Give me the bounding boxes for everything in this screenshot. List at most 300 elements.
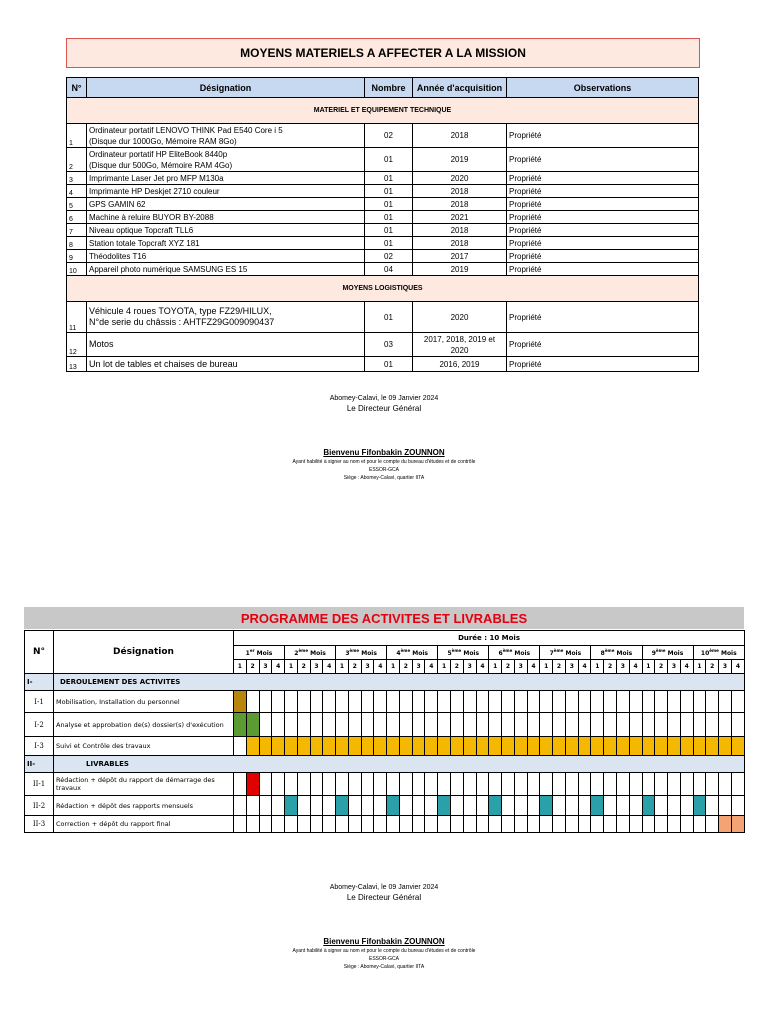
gantt-cell (272, 816, 285, 833)
gantt-cell (565, 773, 578, 796)
week-header: 2 (502, 660, 515, 674)
gantt-cell (272, 773, 285, 796)
gantt-cell (336, 713, 349, 737)
table-row (67, 357, 699, 372)
gantt-cell (285, 816, 298, 833)
gantt-cell (502, 713, 515, 737)
gantt-cell (285, 713, 298, 737)
gantt-cell (259, 737, 272, 756)
gantt-cell (527, 713, 540, 737)
week-header: 3 (616, 660, 629, 674)
gantt-cell (719, 796, 732, 816)
section-row (25, 756, 745, 773)
gantt-cell (706, 713, 719, 737)
week-header: 4 (578, 660, 591, 674)
signature-address: Siège : Abomey-Calavi, quartier IITA (343, 964, 425, 970)
week-header: 3 (361, 660, 374, 674)
activity-code: I-1 (25, 691, 54, 713)
gantt-cell (374, 816, 387, 833)
gantt-cell (719, 816, 732, 833)
gantt-cell (629, 816, 642, 833)
gantt-cell (285, 773, 298, 796)
gantt-cell (642, 796, 655, 816)
gantt-cell (553, 773, 566, 796)
gantt-cell (502, 816, 515, 833)
gantt-cell (412, 796, 425, 816)
gantt-cell (387, 691, 400, 713)
designation-line: GPS GAMIN 62 (89, 199, 146, 209)
month-word: Mois (720, 650, 737, 657)
week-header: 4 (476, 660, 489, 674)
month-word: Mois (667, 650, 684, 657)
week-header: 1 (591, 660, 604, 674)
month-number: 10 (700, 650, 710, 657)
gantt-cell (680, 737, 693, 756)
month-number: 2 (294, 650, 299, 657)
gantt-cell (374, 796, 387, 816)
week-header: 1 (540, 660, 553, 674)
section-title: MATERIEL ET EQUIPEMENT TECHNIQUE (67, 98, 699, 124)
gantt-cell (451, 737, 464, 756)
annee-line: 2017, 2018, 2019 et (423, 334, 496, 344)
week-header: 3 (668, 660, 681, 674)
row-designation (87, 185, 365, 198)
table-row (67, 172, 699, 185)
gantt-cell (310, 713, 323, 737)
row-number: 1 (67, 124, 87, 148)
gantt-cell (438, 691, 451, 713)
gantt-cell (234, 737, 247, 756)
gantt-cell (234, 773, 247, 796)
annee-line: 2018 (450, 199, 469, 209)
annee-line: 2020 (450, 345, 469, 355)
gantt-cell (399, 796, 412, 816)
gantt-cell (731, 691, 744, 713)
col-header-annee: Année d'acquisition (413, 78, 507, 98)
week-header: 2 (655, 660, 668, 674)
gantt-cell (604, 691, 617, 713)
signature-mandate: Ayant habilité à signer au nom et pour le compte du bureau d'études et de contrôle (292, 459, 476, 465)
row-designation (87, 237, 365, 250)
gantt-cell (540, 737, 553, 756)
gantt-cell (361, 737, 374, 756)
activity-row (25, 816, 745, 833)
row-number: 5 (67, 198, 87, 211)
row-nombre: 03 (365, 333, 413, 357)
gantt-cell (412, 816, 425, 833)
week-header: 1 (438, 660, 451, 674)
gantt-cell (399, 773, 412, 796)
month-word: Mois (310, 650, 326, 657)
gantt-cell (463, 713, 476, 737)
gantt-cell (527, 773, 540, 796)
month-ordinal: ème (709, 648, 719, 653)
month-header (336, 646, 387, 660)
gantt-cell (578, 796, 591, 816)
gantt-cell (412, 773, 425, 796)
month-ordinal: er (249, 648, 255, 653)
row-designation (87, 124, 365, 148)
gantt-cell (348, 796, 361, 816)
gantt-cell (668, 691, 681, 713)
table-row (67, 250, 699, 263)
gantt-cell (259, 816, 272, 833)
signature-role: Le Directeur Général (346, 404, 422, 413)
signature-block-1 (0, 394, 768, 482)
gantt-cell (438, 816, 451, 833)
week-header: 3 (310, 660, 323, 674)
gantt-cell (502, 737, 515, 756)
gantt-cell (336, 816, 349, 833)
gantt-cell (680, 816, 693, 833)
gantt-cell (297, 691, 310, 713)
row-number: 9 (67, 250, 87, 263)
designation-line: Appareil photo numérique SAMSUNG ES 15 (89, 264, 248, 274)
gantt-cell (234, 713, 247, 737)
activity-row (25, 796, 745, 816)
row-designation (87, 333, 365, 357)
row-observations: Propriété (507, 198, 699, 211)
row-number: 6 (67, 211, 87, 224)
activity-designation: Mobilisation, Installation du personnel (54, 691, 234, 713)
gantt-cell (438, 713, 451, 737)
gantt-cell (399, 713, 412, 737)
month-word: Mois (616, 650, 633, 657)
gantt-cell (451, 816, 464, 833)
gantt-cell (591, 737, 604, 756)
gantt-cell (604, 796, 617, 816)
gantt-cell (234, 691, 247, 713)
gantt-cell (693, 737, 706, 756)
gantt-cell (502, 796, 515, 816)
week-header: 4 (425, 660, 438, 674)
gantt-cell (668, 816, 681, 833)
gantt-cell (642, 691, 655, 713)
row-observations: Propriété (507, 172, 699, 185)
gantt-cell (553, 796, 566, 816)
gantt-cell (591, 691, 604, 713)
gantt-cell (451, 713, 464, 737)
gantt-cell (399, 691, 412, 713)
designation-line: Imprimante HP Deskjet 2710 couleur (89, 186, 220, 196)
row-annee (413, 302, 507, 333)
gantt-cell (246, 713, 259, 737)
row-observations: Propriété (507, 148, 699, 172)
table-row (67, 224, 699, 237)
row-observations: Propriété (507, 224, 699, 237)
designation-line: N°de serie du châssis : AHTFZ29G009090437 (89, 317, 275, 327)
month-ordinal: ème (502, 648, 513, 653)
table-row (67, 237, 699, 250)
gantt-cell (668, 737, 681, 756)
designation-line: Théodolites T16 (89, 251, 147, 261)
gantt-cell (604, 713, 617, 737)
gantt-cell (591, 773, 604, 796)
gantt-cell (425, 773, 438, 796)
gantt-cell (297, 816, 310, 833)
gantt-cell (425, 796, 438, 816)
row-designation (87, 224, 365, 237)
gantt-cell (527, 691, 540, 713)
gantt-cell (246, 773, 259, 796)
gantt-cell (578, 816, 591, 833)
row-annee (413, 357, 507, 372)
signature-company: ESSOR-GCA (368, 956, 399, 962)
gantt-cell (476, 773, 489, 796)
gantt-cell (336, 773, 349, 796)
gantt-cell (310, 796, 323, 816)
gantt-cell (348, 773, 361, 796)
gantt-cell (348, 713, 361, 737)
activity-code: II-3 (25, 816, 54, 833)
month-number: 7 (549, 650, 554, 657)
gantt-cell (374, 773, 387, 796)
row-designation (87, 357, 365, 372)
gantt-cell (706, 816, 719, 833)
gantt-cell (425, 737, 438, 756)
gantt-cell (629, 737, 642, 756)
designation-line: Imprimante Laser Jet pro MFP M130a (89, 173, 224, 183)
table-row (67, 333, 699, 357)
gantt-cell (387, 737, 400, 756)
gantt-cell (348, 737, 361, 756)
month-ordinal: ème (553, 648, 564, 653)
activity-code: I-3 (25, 737, 54, 756)
designation-line: (Disque dur 500Go, Mémoire RAM 4Go) (89, 160, 233, 170)
row-nombre: 01 (365, 237, 413, 250)
gantt-cell (693, 691, 706, 713)
gantt-cell (272, 796, 285, 816)
gantt-cell (616, 773, 629, 796)
row-nombre: 01 (365, 185, 413, 198)
gantt-header-row (25, 631, 745, 646)
row-observations: Propriété (507, 185, 699, 198)
gantt-cell (719, 773, 732, 796)
week-header: 3 (412, 660, 425, 674)
gantt-cell (553, 816, 566, 833)
row-annee (413, 224, 507, 237)
row-nombre: 01 (365, 224, 413, 237)
gantt-cell (514, 773, 527, 796)
gantt-cell (361, 796, 374, 816)
designation-line: Niveau optique Topcraft TLL6 (89, 225, 194, 235)
section-row (67, 98, 699, 124)
month-word: Mois (256, 650, 273, 657)
week-header: 4 (323, 660, 336, 674)
gantt-cell (565, 796, 578, 816)
col-header-designation: Désignation (54, 631, 234, 674)
row-nombre: 01 (365, 198, 413, 211)
month-word: Mois (463, 650, 480, 657)
row-designation (87, 263, 365, 276)
week-header: 1 (642, 660, 655, 674)
gantt-cell (540, 713, 553, 737)
gantt-cell (323, 713, 336, 737)
col-header-num: N° (25, 631, 54, 674)
month-header (642, 646, 693, 660)
row-nombre: 01 (365, 302, 413, 333)
gantt-cell (246, 796, 259, 816)
row-annee (413, 211, 507, 224)
programme-gantt-table (24, 630, 745, 833)
row-observations: Propriété (507, 263, 699, 276)
week-header: 2 (706, 660, 719, 674)
week-header: 4 (731, 660, 744, 674)
table-row (67, 124, 699, 148)
gantt-cell (591, 796, 604, 816)
annee-line: 2018 (450, 131, 469, 140)
signature-company: ESSOR-GCA (368, 467, 399, 473)
gantt-cell (323, 816, 336, 833)
row-annee (413, 198, 507, 211)
gantt-cell (629, 796, 642, 816)
gantt-cell (463, 796, 476, 816)
equipment-title: MOYENS MATERIELS A AFFECTER A LA MISSION (66, 38, 700, 68)
gantt-cell (514, 796, 527, 816)
month-ordinal: ème (298, 648, 309, 653)
row-annee (413, 250, 507, 263)
month-ordinal: ème (655, 648, 666, 653)
gantt-cell (680, 713, 693, 737)
gantt-cell (361, 713, 374, 737)
table-row (67, 148, 699, 172)
month-word: Mois (412, 650, 429, 657)
gantt-cell (323, 796, 336, 816)
week-header: 1 (387, 660, 400, 674)
gantt-cell (565, 737, 578, 756)
row-observations: Propriété (507, 237, 699, 250)
gantt-cell (399, 816, 412, 833)
annee-line: 2019 (450, 155, 469, 164)
week-header: 2 (348, 660, 361, 674)
gantt-cell (578, 713, 591, 737)
gantt-cell (489, 713, 502, 737)
gantt-cell (693, 796, 706, 816)
row-observations: Propriété (507, 302, 699, 333)
annee-line: 2017 (450, 251, 469, 261)
month-number: 1 (245, 650, 250, 657)
gantt-cell (553, 737, 566, 756)
gantt-cell (604, 816, 617, 833)
gantt-cell (616, 691, 629, 713)
week-header: 1 (693, 660, 706, 674)
row-designation (87, 250, 365, 263)
col-header-nombre: Nombre (365, 78, 413, 98)
gantt-cell (655, 796, 668, 816)
gantt-cell (234, 796, 247, 816)
gantt-cell (438, 737, 451, 756)
gantt-cell (323, 691, 336, 713)
gantt-cell (463, 691, 476, 713)
row-annee (413, 333, 507, 357)
week-header: 4 (272, 660, 285, 674)
month-header (234, 646, 285, 660)
gantt-cell (642, 737, 655, 756)
gantt-cell (693, 816, 706, 833)
month-ordinal: ème (400, 648, 411, 653)
row-annee (413, 172, 507, 185)
gantt-cell (655, 713, 668, 737)
month-ordinal: ème (451, 648, 462, 653)
gantt-cell (272, 713, 285, 737)
gantt-cell (655, 737, 668, 756)
gantt-cell (514, 713, 527, 737)
gantt-cell (706, 691, 719, 713)
gantt-cell (502, 691, 515, 713)
gantt-cell (540, 796, 553, 816)
month-number: 5 (447, 650, 452, 657)
designation-line: Ordinateur portatif HP EliteBook 8440p (89, 149, 228, 159)
row-annee (413, 185, 507, 198)
gantt-cell (668, 796, 681, 816)
gantt-cell (310, 816, 323, 833)
month-word: Mois (514, 650, 531, 657)
month-header (438, 646, 489, 660)
week-header: 4 (629, 660, 642, 674)
row-observations: Propriété (507, 357, 699, 372)
gantt-cell (259, 796, 272, 816)
section-code: I- (25, 674, 54, 691)
designation-line: Motos (89, 339, 114, 349)
week-header: 3 (259, 660, 272, 674)
row-annee (413, 263, 507, 276)
gantt-cell (719, 691, 732, 713)
gantt-cell (451, 796, 464, 816)
row-nombre: 04 (365, 263, 413, 276)
gantt-cell (540, 773, 553, 796)
month-header (693, 646, 745, 660)
gantt-cell (578, 737, 591, 756)
annee-line: 2016, 2019 (439, 359, 480, 369)
section-row (25, 674, 745, 691)
gantt-cell (463, 816, 476, 833)
row-number: 10 (67, 263, 87, 276)
row-number: 7 (67, 224, 87, 237)
gantt-cell (642, 713, 655, 737)
gantt-cell (514, 816, 527, 833)
gantt-cell (629, 691, 642, 713)
gantt-cell (451, 773, 464, 796)
row-nombre: 01 (365, 148, 413, 172)
activity-row (25, 773, 745, 796)
row-annee (413, 124, 507, 148)
annee-line: 2018 (450, 238, 469, 248)
gantt-cell (438, 773, 451, 796)
row-annee (413, 148, 507, 172)
annee-line: 2020 (450, 312, 469, 322)
gantt-cell (616, 737, 629, 756)
section-title: MOYENS LOGISTIQUES (67, 276, 699, 302)
equipment-table (66, 77, 699, 372)
section-title: DEROULEMENT DES ACTIVITES (54, 674, 745, 691)
gantt-cell (361, 691, 374, 713)
col-header-num: N° (67, 78, 87, 98)
gantt-cell (259, 691, 272, 713)
gantt-cell (489, 796, 502, 816)
gantt-cell (527, 737, 540, 756)
table-row (67, 302, 699, 333)
signature-address: Siège : Abomey-Calavi, quartier IITA (343, 475, 425, 481)
gantt-cell (719, 737, 732, 756)
gantt-cell (336, 737, 349, 756)
table-row (67, 211, 699, 224)
gantt-cell (387, 796, 400, 816)
gantt-cell (489, 737, 502, 756)
gantt-cell (336, 796, 349, 816)
row-number: 2 (67, 148, 87, 172)
gantt-cell (680, 773, 693, 796)
row-designation (87, 198, 365, 211)
